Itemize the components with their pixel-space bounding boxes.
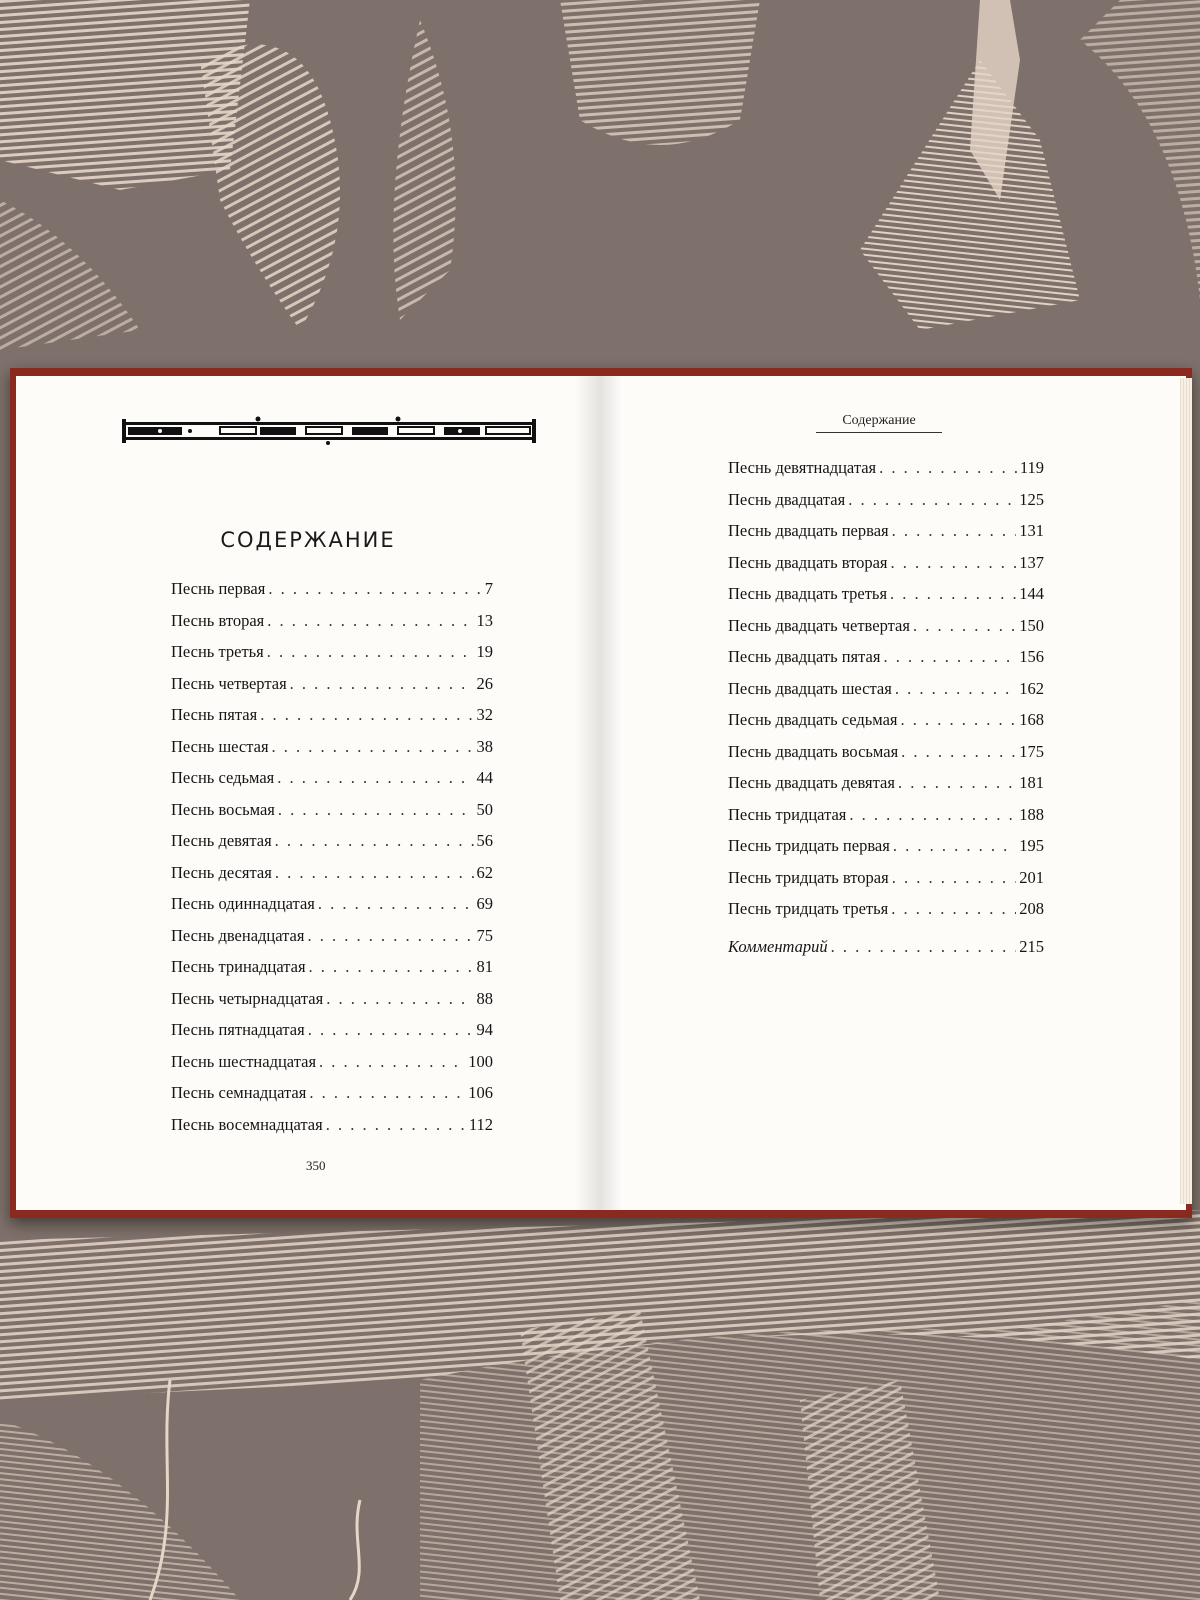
toc-entry [728, 515, 1044, 547]
leader-dots [890, 578, 1016, 610]
toc-entry [728, 641, 1044, 673]
toc-entry-name: Песнь двадцать вторая [728, 552, 888, 572]
leader-dots [278, 794, 474, 826]
toc-entry-page: 156 [1019, 647, 1044, 666]
toc-entry-name: Песнь десятая [171, 862, 272, 882]
leader-dots [277, 762, 473, 794]
leader-dots [326, 983, 473, 1015]
toc-entry [728, 578, 1044, 610]
toc-entry-page: 125 [1019, 489, 1044, 509]
toc-entry-name: Песнь двадцать пятая [728, 647, 881, 666]
leader-dots [290, 668, 474, 700]
toc-entry [728, 547, 1044, 579]
leader-dots [267, 636, 474, 668]
page-number: 350 [306, 1158, 326, 1173]
leader-dots [268, 573, 481, 605]
toc-entry-page: 13 [476, 610, 493, 630]
leader-dots [318, 888, 474, 920]
toc-entry-name: Песнь пятая [171, 705, 258, 724]
toc-entry [728, 799, 1044, 831]
leader-dots [883, 641, 1016, 673]
toc-entry-page: 112 [468, 1114, 493, 1134]
toc-entry-page: 32 [476, 705, 493, 724]
toc-entry-commentary [728, 931, 1044, 963]
toc-entry [171, 762, 493, 794]
leader-dots [308, 1014, 474, 1046]
leader-dots [893, 830, 1016, 862]
toc-entry-page: 106 [468, 1083, 493, 1102]
leader-dots [275, 857, 474, 889]
toc-entry-page: 38 [476, 736, 493, 756]
toc-entry-name: Песнь седьмая [171, 768, 275, 787]
toc-entry [171, 668, 493, 700]
toc-entry-page: 168 [1019, 710, 1044, 729]
toc-entry [171, 983, 493, 1015]
toc-entry-name: Песнь тридцать третья [728, 899, 889, 918]
leader-dots [326, 1109, 466, 1141]
leader-dots [272, 731, 474, 763]
leader-dots [892, 515, 1017, 547]
toc-entry-page: 62 [476, 862, 493, 882]
leader-dots [895, 673, 1016, 705]
toc-entry-name: Песнь третья [171, 642, 264, 661]
toc-entry-page: 75 [476, 925, 493, 945]
toc-entry-name: Песнь двадцать третья [728, 584, 888, 603]
toc-entry-name: Песнь двадцать четвертая [728, 615, 910, 635]
leader-dots [901, 736, 1016, 768]
toc-entry-page: 26 [476, 673, 493, 693]
toc-entry [728, 767, 1044, 799]
toc-list-left [171, 573, 493, 1140]
toc-title: СОДЕРЖАНИЕ [220, 528, 396, 552]
toc-entry-name: Песнь тридцать вторая [728, 867, 889, 887]
toc-entry [171, 888, 493, 920]
toc-entry-name: Песнь четырнадцатая [171, 988, 324, 1008]
toc-entry-page: 56 [476, 831, 493, 850]
toc-entry [171, 573, 493, 605]
left-page [16, 376, 600, 1210]
toc-entry-page: 195 [1019, 836, 1044, 855]
leader-dots [848, 484, 1016, 516]
toc-entry-page: 94 [476, 1020, 493, 1039]
toc-entry-name: Песнь двадцать восьмая [728, 741, 899, 761]
toc-entry-page: 119 [1019, 458, 1044, 477]
toc-entry-page: 69 [476, 894, 493, 913]
leader-dots [309, 951, 474, 983]
toc-entry-name: Песнь тридцать первая [728, 836, 890, 855]
toc-entry-page: 144 [1019, 584, 1044, 603]
toc-entry [171, 920, 493, 952]
toc-entry-name: Песнь двадцать первая [728, 521, 889, 540]
toc-entry-page: 100 [468, 1051, 493, 1071]
toc-entry-page: 201 [1019, 867, 1044, 887]
toc-entry-page: 150 [1019, 615, 1044, 635]
leader-dots [319, 1046, 465, 1078]
toc-entry [728, 736, 1044, 768]
leader-dots [275, 825, 474, 857]
toc-entry-page: 175 [1019, 741, 1044, 761]
toc-entry [728, 830, 1044, 862]
toc-entry-name: Песнь четвертая [171, 673, 287, 693]
toc-entry-name: Песнь одиннадцатая [171, 894, 315, 913]
leader-dots [831, 931, 1017, 963]
toc-entry-name: Песнь девятнадцатая [728, 458, 877, 477]
leader-dots [891, 893, 1016, 925]
toc-entry-name: Песнь двадцатая [728, 489, 846, 509]
toc-entry-page: 208 [1019, 899, 1044, 918]
leader-dots [892, 862, 1017, 894]
toc-entry [171, 1109, 493, 1141]
leader-dots [901, 704, 1017, 736]
toc-entry-name: Песнь семнадцатая [171, 1083, 307, 1102]
toc-entry-name: Песнь вторая [171, 610, 265, 630]
leader-dots [307, 920, 473, 952]
toc-entry-page: 131 [1019, 521, 1044, 540]
leader-dots [879, 452, 1017, 484]
toc-entry-name: Песнь восьмая [171, 799, 275, 819]
leader-dots [260, 699, 473, 731]
leader-dots [898, 767, 1016, 799]
toc-entry-page: 44 [476, 768, 493, 787]
toc-entry-name: Песнь шестнадцатая [171, 1051, 317, 1071]
toc-entry-name: Комментарий [728, 936, 828, 956]
toc-entry [171, 825, 493, 857]
toc-entry [171, 1014, 493, 1046]
toc-entry [728, 862, 1044, 894]
toc-entry-page: 88 [476, 988, 493, 1008]
toc-entry [171, 951, 493, 983]
toc-entry [171, 794, 493, 826]
toc-entry [171, 605, 493, 637]
toc-entry-name: Песнь тридцатая [728, 804, 847, 824]
running-header: Содержание [816, 413, 942, 433]
leader-dots [891, 547, 1017, 579]
toc-entry [728, 610, 1044, 642]
toc-entry [728, 704, 1044, 736]
toc-entry-name: Песнь первая [171, 579, 266, 598]
leader-dots [267, 605, 473, 637]
toc-list-right [728, 452, 1044, 962]
toc-entry-page: 50 [476, 799, 493, 819]
toc-entry-name: Песнь двенадцатая [171, 925, 305, 945]
ornament-header-icon [120, 416, 538, 446]
right-page [600, 376, 1186, 1210]
toc-entry-page: 137 [1019, 552, 1044, 572]
toc-entry [728, 484, 1044, 516]
leader-dots [849, 799, 1016, 831]
toc-entry-name: Песнь двадцать девятая [728, 773, 895, 792]
toc-entry [728, 893, 1044, 925]
toc-entry [728, 673, 1044, 705]
toc-entry-page: 181 [1019, 773, 1044, 792]
leader-dots [309, 1077, 465, 1109]
toc-entry-name: Песнь пятнадцатая [171, 1020, 305, 1039]
open-book [10, 368, 1192, 1218]
toc-entry-page: 188 [1019, 804, 1044, 824]
toc-entry [171, 731, 493, 763]
toc-entry-name: Песнь тринадцатая [171, 957, 306, 976]
toc-entry [171, 1077, 493, 1109]
toc-entry-page: 81 [476, 957, 493, 976]
toc-entry-name: Песнь восемнадцатая [171, 1114, 323, 1134]
toc-entry-page: 19 [476, 642, 493, 661]
toc-entry-name: Песнь шестая [171, 736, 269, 756]
toc-entry [171, 699, 493, 731]
toc-entry-name: Песнь девятая [171, 831, 272, 850]
toc-entry-page: 7 [484, 579, 493, 598]
toc-entry-name: Песнь двадцать шестая [728, 678, 892, 698]
toc-entry [171, 636, 493, 668]
toc-entry [171, 857, 493, 889]
toc-entry-page: 215 [1019, 936, 1044, 956]
leader-dots [913, 610, 1016, 642]
toc-entry-name: Песнь двадцать седьмая [728, 710, 898, 729]
toc-entry [171, 1046, 493, 1078]
toc-entry-page: 162 [1019, 678, 1044, 698]
toc-entry [728, 452, 1044, 484]
